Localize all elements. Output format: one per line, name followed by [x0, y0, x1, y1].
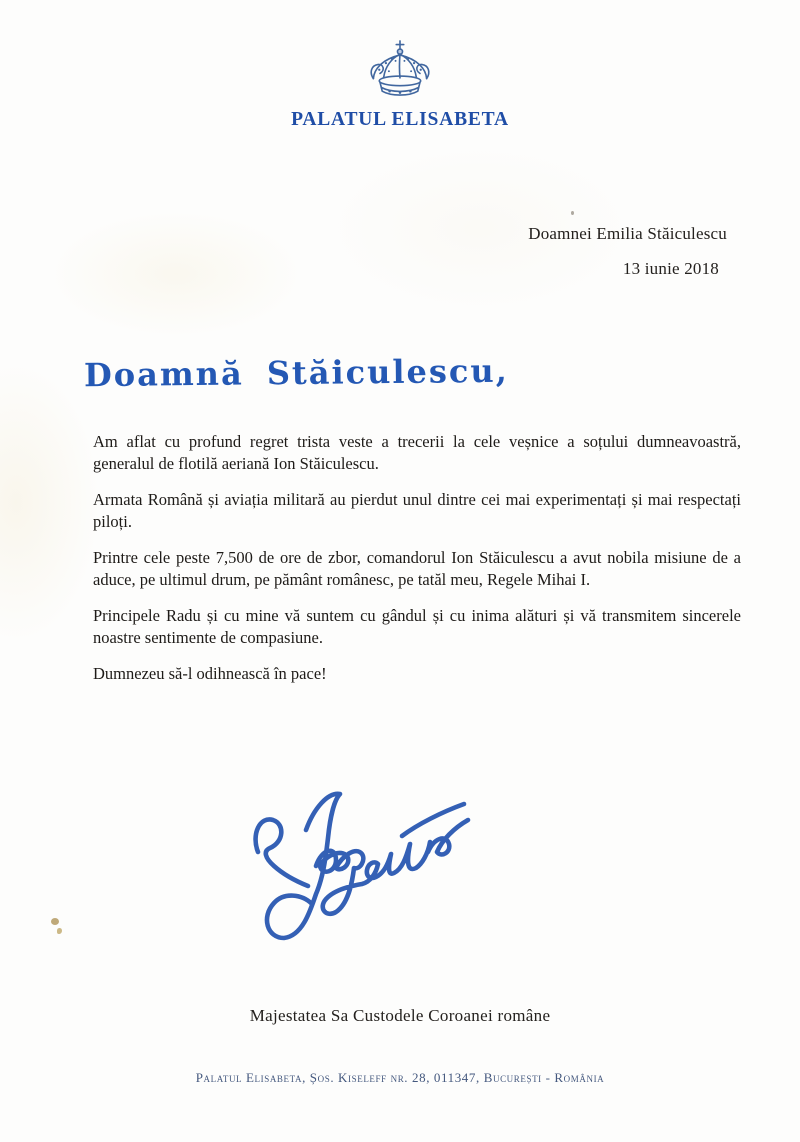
recipient-name: Doamnei Emilia Stăiculescu [528, 224, 727, 243]
royal-crown-icon [363, 38, 437, 105]
signature-margareta [250, 780, 480, 950]
letter-body [93, 431, 741, 699]
paragraph-1: Am aflat cu profund regret trista veste a trecerii la cele veșnice a soțului dumneavoastră, generalul de flotilă aeriană Ion Stăiculescu. [93, 432, 741, 473]
paper-speck [571, 211, 574, 215]
handwritten-salutation: Doamnă Stăiculescu, [83, 351, 509, 395]
signoff-title: Majestatea Sa Custodele Coroanei române [249, 1006, 551, 1025]
paragraph-4: Principele Radu și cu mine vă suntem cu gândul și cu inima alături și vă transmitem sincerele noastre sentimente de compasiune. [93, 606, 741, 647]
paper-stain [57, 928, 62, 934]
paper-stain [51, 918, 59, 925]
letter-date: 13 iunie 2018 [622, 259, 719, 278]
footer-address: Palatul Elisabeta, Șos. Kiseleff nr. 28, 011347, București - România [195, 1070, 605, 1085]
paragraph-5: Dumnezeu să-l odihnească în pace! [93, 664, 327, 683]
paragraph-2: Armata Română și aviația militară au pierdut unul dintre cei mai experimentați și mai respectați piloți. [93, 490, 741, 531]
paragraph-3: Printre cele peste 7,500 de ore de zbor, comandorul Ion Stăiculescu a avut nobila misiune de a aduce, pe ultimul drum, pe pământ românesc, pe tatăl meu, Regele Mihai I. [93, 548, 741, 589]
letterhead-palace-name: PALATUL ELISABETA [291, 109, 509, 130]
